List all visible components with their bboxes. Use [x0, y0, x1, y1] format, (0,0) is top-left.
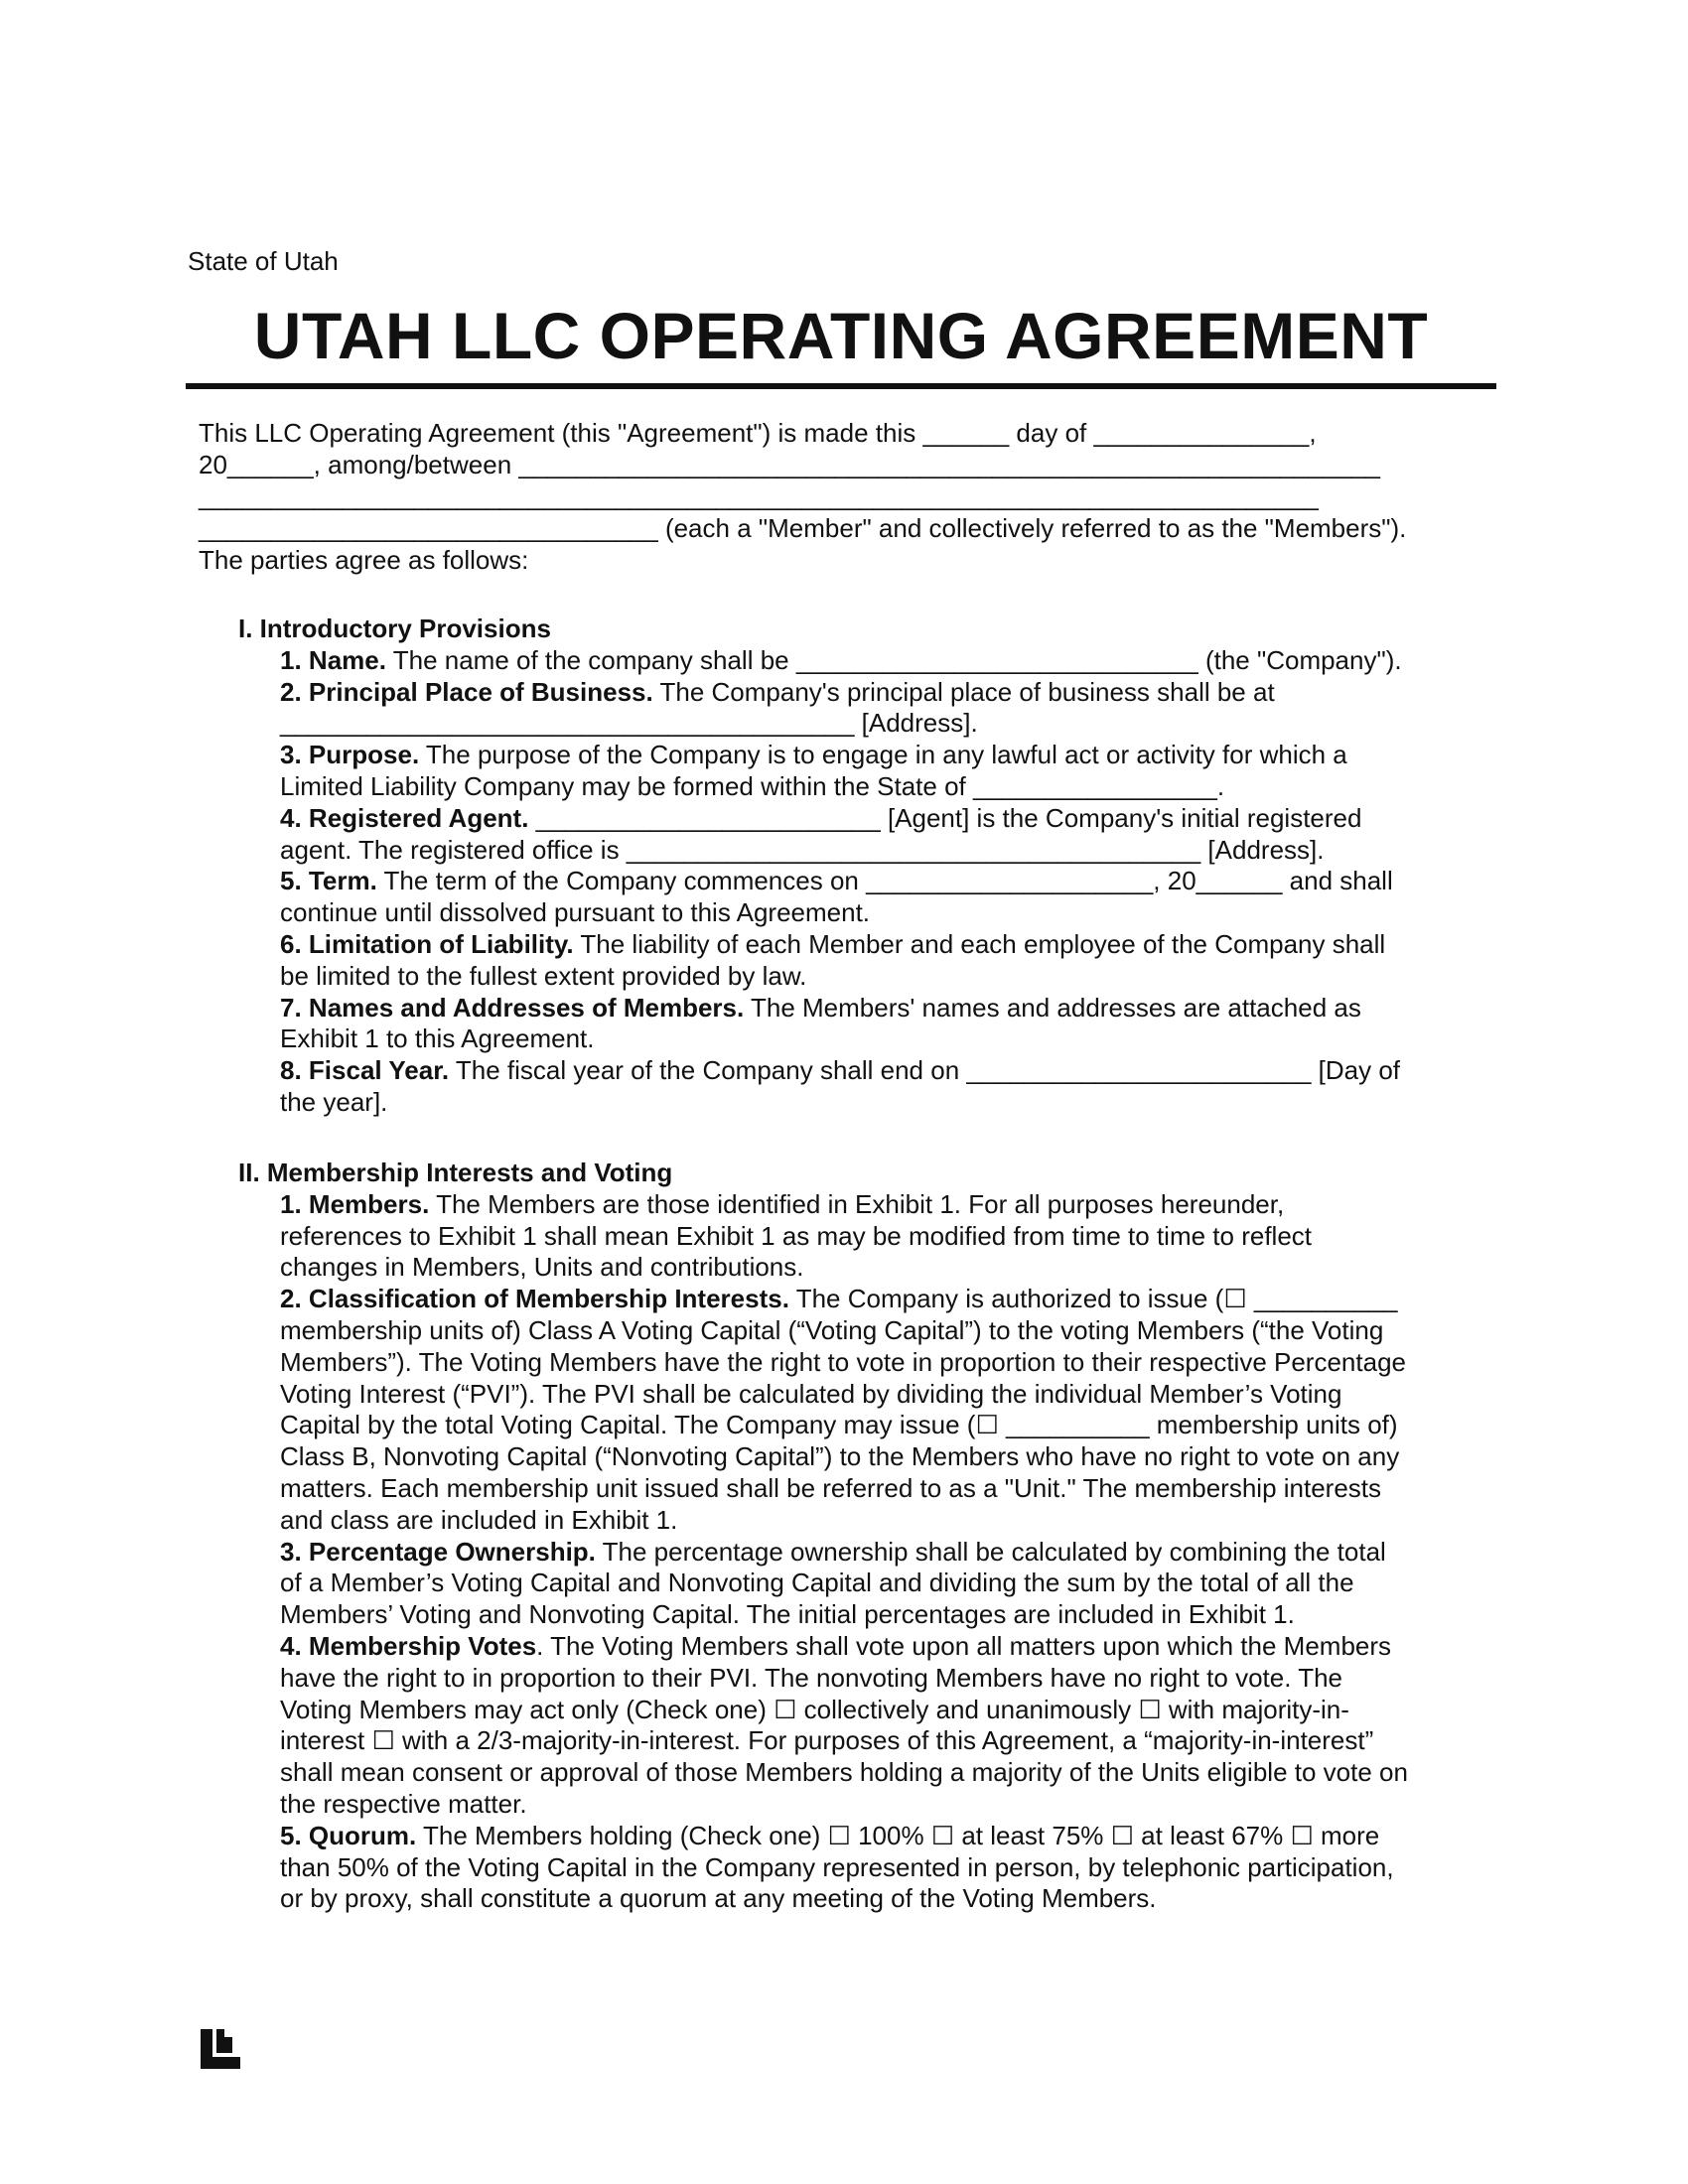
clause-classification — [280, 1284, 1511, 1536]
clause-text: and class are included in Exhibit 1. — [280, 1504, 678, 1535]
section-heading: II. Membership Interests and Voting — [238, 1158, 673, 1187]
clause-text: The name of the company shall be ____________________________ (the "Company"). — [385, 644, 1402, 675]
clause-principal-place — [280, 677, 1511, 741]
clause-text: membership units of) Class A Voting Capital (“Voting Capital”) to the voting Members (“the Voting — [280, 1314, 1384, 1345]
clause-title: Limitation of Liability. — [308, 928, 574, 959]
clause-text: . The Voting Members shall vote upon all matters upon which the Members — [536, 1630, 1392, 1661]
clause-number: 1. — [280, 644, 302, 675]
clause-text: The Members are those identified in Exhibit 1. For all purposes hereunder, — [429, 1188, 1285, 1219]
clause-text: the year]. — [280, 1086, 388, 1117]
clause-term — [280, 866, 1511, 929]
clause-text: Voting Members may act only (Check one) ☐ collectively and unanimously ☐ with majority-in- — [280, 1694, 1349, 1724]
clause-limitation-of-liability — [280, 929, 1511, 993]
clause-fiscal-year — [280, 1055, 1511, 1119]
intro-paragraph — [199, 417, 1489, 576]
clause-title: Classification of Membership Interests. — [308, 1284, 789, 1314]
clause-number: 4. — [280, 1630, 302, 1661]
clause-number: 4. — [280, 802, 302, 833]
intro-line: 20______, among/between ____________________________________________________________ — [199, 450, 1380, 479]
clause-text: have the right to in proportion to their PVI. The nonvoting Members have no right to vote. The — [280, 1662, 1342, 1693]
clause-text: Exhibit 1 to this Agreement. — [280, 1024, 595, 1054]
clause-text: Capital by the total Voting Capital. The Company may issue (☐ __________ membership units of) — [280, 1410, 1398, 1440]
clause-text: changes in Members, Units and contributions. — [280, 1252, 804, 1283]
clause-membership-votes — [280, 1631, 1511, 1821]
clause-text: of a Member’s Voting Capital and Nonvoting Capital and dividing the sum by the total of all the — [280, 1568, 1354, 1598]
clause-members — [280, 1189, 1511, 1284]
clause-text: matters. Each membership unit issued shall be referred to as a "Unit." The membership interests — [280, 1472, 1382, 1503]
clause-text: than 50% of the Voting Capital in the Company represented in person, by telephonic participation, — [280, 1851, 1394, 1882]
clause-title: Purpose. — [308, 740, 420, 770]
clause-text: The liability of each Member and each employee of the Company shall — [573, 928, 1386, 959]
clause-text: Class B, Nonvoting Capital (“Nonvoting Capital”) to the Members who have no right to vote on any — [280, 1441, 1400, 1472]
clause-title: Membership Votes — [308, 1630, 537, 1661]
clause-text: Voting Interest (“PVI”). The PVI shall be calculated by dividing the individual Member’s Voting — [280, 1378, 1342, 1409]
intro-line: This LLC Operating Agreement (this "Agreement") is made this ______ day of _______________, — [199, 418, 1317, 448]
clause-text: agent. The registered office is ________________________________________ [Address]. — [280, 834, 1325, 865]
clause-number: 7. — [280, 992, 302, 1023]
clause-text: the respective matter. — [280, 1788, 527, 1819]
clause-text: Members”). The Voting Members have the right to vote in proportion to their respective Percentage — [280, 1346, 1406, 1377]
clause-title: Principal Place of Business. — [308, 676, 653, 707]
clause-percentage-ownership — [280, 1537, 1511, 1631]
clause-text: The purpose of the Company is to engage in any lawful act or activity for which a — [419, 740, 1347, 770]
clause-text: Members’ Voting and Nonvoting Capital. The initial percentages are included in Exhibit 1. — [280, 1599, 1295, 1630]
clause-text: interest ☐ with a 2/3-majority-in-interest. For purposes of this Agreement, a “majority-in-interest” — [280, 1725, 1374, 1756]
clause-title: Members. — [308, 1188, 430, 1219]
document-logo-icon — [199, 2027, 242, 2071]
clause-title: Fiscal Year. — [308, 1055, 450, 1086]
clause-number: 6. — [280, 928, 302, 959]
clause-number: 5. — [280, 866, 302, 896]
clause-text: continue until dissolved pursuant to this Agreement. — [280, 897, 871, 928]
section-membership-interests — [238, 1158, 1511, 1915]
clause-title: Registered Agent. — [308, 802, 529, 833]
intro-line: ______________________________________________________________________________ — [199, 481, 1319, 511]
clause-number: 3. — [280, 1536, 302, 1567]
clause-title: Names and Addresses of Members. — [308, 992, 745, 1023]
clause-text: or by proxy, shall constitute a quorum at any meeting of the Voting Members. — [280, 1883, 1157, 1914]
clause-members-addresses — [280, 993, 1511, 1056]
clause-text: The term of the Company commences on ____________________, 20______ and shall — [376, 866, 1393, 896]
clause-number: 8. — [280, 1055, 302, 1086]
clause-text: references to Exhibit 1 shall mean Exhibit 1 as may be modified from time to time to reflect — [280, 1220, 1313, 1251]
state-label: State of Utah — [188, 246, 339, 276]
clause-text: Limited Liability Company may be formed within the State of _________________. — [280, 770, 1225, 801]
intro-line: ________________________________ (each a "Member" and collectively referred to as the "Members"). — [199, 513, 1407, 543]
clause-number: 2. — [280, 676, 302, 707]
clause-title: Quorum. — [308, 1820, 417, 1850]
clause-name — [280, 645, 1511, 677]
clause-quorum — [280, 1821, 1511, 1915]
clause-text: The Company is authorized to issue (☐ __________ — [788, 1284, 1398, 1314]
clause-registered-agent — [280, 803, 1511, 867]
clause-text: The fiscal year of the Company shall end on ________________________ [Day of — [449, 1055, 1401, 1086]
clause-text: The Company's principal place of business shall be at — [652, 676, 1275, 707]
clause-text: ________________________________________ [Address]. — [280, 708, 978, 739]
title-divider — [186, 383, 1496, 389]
clause-title: Percentage Ownership. — [308, 1536, 596, 1567]
clause-text: shall mean consent or approval of those Members holding a majority of the Units eligible to vote on — [280, 1757, 1408, 1788]
clause-number: 2. — [280, 1284, 302, 1314]
clause-number: 1. — [280, 1188, 302, 1219]
document-title: UTAH LLC OPERATING AGREEMENT — [253, 299, 1429, 372]
clause-text: be limited to the fullest extent provided by law. — [280, 960, 807, 991]
clause-text: The percentage ownership shall be calculated by combining the total — [595, 1536, 1386, 1567]
clause-title: Term. — [308, 866, 377, 896]
clause-text: The Members' names and addresses are attached as — [744, 992, 1361, 1023]
section-heading: I. Introductory Provisions — [238, 614, 551, 643]
clause-purpose — [280, 740, 1511, 803]
intro-line: The parties agree as follows: — [199, 545, 529, 575]
clause-title: Name. — [308, 644, 386, 675]
clause-text: The Members holding (Check one) ☐ 100% ☐ at least 75% ☐ at least 67% ☐ more — [416, 1820, 1380, 1850]
clause-text: ________________________ [Agent] is the Company's initial registered — [528, 802, 1362, 833]
clause-number: 3. — [280, 740, 302, 770]
clause-number: 5. — [280, 1820, 302, 1850]
section-introductory-provisions — [238, 614, 1511, 1119]
